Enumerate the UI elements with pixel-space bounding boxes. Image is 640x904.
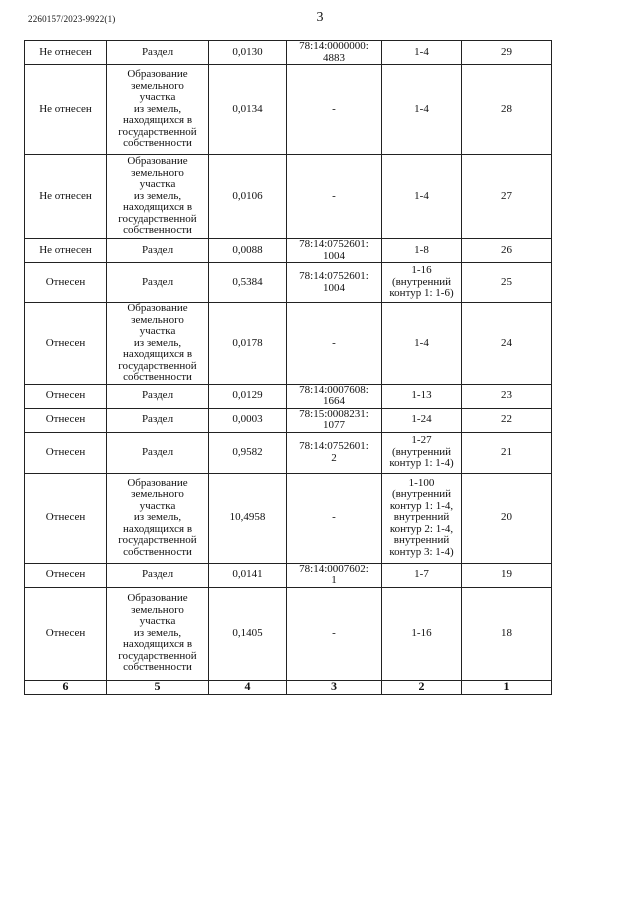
row-number-cell: 25 — [462, 263, 552, 303]
method-cell: Образование земельного участка из земель, находящихся в государственной собственности — [107, 155, 209, 239]
area-cell: 0,9582 — [209, 432, 287, 473]
column-number: 2 — [382, 680, 462, 694]
status-cell: Не отнесен — [25, 239, 107, 263]
method-cell: Образование земельного участка из земель, находящихся в государственной собственности — [107, 473, 209, 563]
column-number-row — [25, 680, 552, 694]
method-cell: Раздел — [107, 408, 209, 432]
area-cell: 0,0129 — [209, 384, 287, 408]
contour-cell: 1-4 — [382, 303, 462, 385]
parcel-table — [24, 40, 552, 695]
row-number-cell: 29 — [462, 41, 552, 65]
table-row — [25, 303, 552, 385]
status-cell: Отнесен — [25, 263, 107, 303]
method-cell: Образование земельного участка из земель, находящихся в государственной собственности — [107, 587, 209, 680]
method-cell: Раздел — [107, 239, 209, 263]
table-row — [25, 65, 552, 155]
contour-cell: 1-16 — [382, 587, 462, 680]
table-row — [25, 408, 552, 432]
method-cell: Раздел — [107, 384, 209, 408]
contour-cell: 1-4 — [382, 65, 462, 155]
method-cell: Раздел — [107, 41, 209, 65]
column-number: 1 — [462, 680, 552, 694]
contour-cell: 1-27 (внутренний контур 1: 1-4) — [382, 432, 462, 473]
cadastral-number-cell: - — [287, 65, 382, 155]
cadastral-number-cell: 78:15:0008231: 1077 — [287, 408, 382, 432]
method-cell: Раздел — [107, 263, 209, 303]
area-cell: 0,0130 — [209, 41, 287, 65]
method-cell: Раздел — [107, 432, 209, 473]
method-cell: Образование земельного участка из земель, находящихся в государственной собственности — [107, 303, 209, 385]
row-number-cell: 27 — [462, 155, 552, 239]
table-row — [25, 473, 552, 563]
status-cell: Отнесен — [25, 563, 107, 587]
contour-cell: 1-8 — [382, 239, 462, 263]
table-row — [25, 155, 552, 239]
cadastral-number-cell: 78:14:0752601: 1004 — [287, 239, 382, 263]
status-cell: Не отнесен — [25, 65, 107, 155]
row-number-cell: 22 — [462, 408, 552, 432]
table-row — [25, 432, 552, 473]
area-cell: 0,0141 — [209, 563, 287, 587]
status-cell: Отнесен — [25, 408, 107, 432]
cadastral-number-cell: 78:14:0000000: 4883 — [287, 41, 382, 65]
table-row — [25, 263, 552, 303]
table-row — [25, 563, 552, 587]
area-cell: 10,4958 — [209, 473, 287, 563]
contour-cell: 1-4 — [382, 155, 462, 239]
area-cell: 0,0178 — [209, 303, 287, 385]
cadastral-number-cell: - — [287, 303, 382, 385]
column-number: 3 — [287, 680, 382, 694]
row-number-cell: 23 — [462, 384, 552, 408]
page-number: 3 — [316, 10, 324, 25]
contour-cell: 1-7 — [382, 563, 462, 587]
table-row — [25, 587, 552, 680]
status-cell: Отнесен — [25, 587, 107, 680]
area-cell: 0,1405 — [209, 587, 287, 680]
column-number: 5 — [107, 680, 209, 694]
cadastral-number-cell: 78:14:0752601: 2 — [287, 432, 382, 473]
cadastral-number-cell: - — [287, 473, 382, 563]
contour-cell: 1-16 (внутренний контур 1: 1-6) — [382, 263, 462, 303]
document-id: 2260157/2023-9922(1) — [28, 14, 116, 24]
row-number-cell: 21 — [462, 432, 552, 473]
status-cell: Не отнесен — [25, 41, 107, 65]
area-cell: 0,0106 — [209, 155, 287, 239]
column-number: 4 — [209, 680, 287, 694]
table-row — [25, 239, 552, 263]
cadastral-number-cell: 78:14:0007608: 1664 — [287, 384, 382, 408]
area-cell: 0,0003 — [209, 408, 287, 432]
table-row — [25, 41, 552, 65]
row-number-cell: 20 — [462, 473, 552, 563]
contour-cell: 1-100 (внутренний контур 1: 1-4, внутренний контур 2: 1-4, внутренний контур 3: 1-4) — [382, 473, 462, 563]
status-cell: Не отнесен — [25, 155, 107, 239]
row-number-cell: 28 — [462, 65, 552, 155]
contour-cell: 1-24 — [382, 408, 462, 432]
column-number: 6 — [25, 680, 107, 694]
row-number-cell: 24 — [462, 303, 552, 385]
contour-cell: 1-13 — [382, 384, 462, 408]
row-number-cell: 19 — [462, 563, 552, 587]
contour-cell: 1-4 — [382, 41, 462, 65]
status-cell: Отнесен — [25, 303, 107, 385]
row-number-cell: 26 — [462, 239, 552, 263]
cadastral-number-cell: - — [287, 155, 382, 239]
area-cell: 0,0134 — [209, 65, 287, 155]
status-cell: Отнесен — [25, 384, 107, 408]
parcel-table-body — [25, 41, 552, 695]
area-cell: 0,0088 — [209, 239, 287, 263]
cadastral-number-cell: 78:14:0752601: 1004 — [287, 263, 382, 303]
table-row — [25, 384, 552, 408]
row-number-cell: 18 — [462, 587, 552, 680]
method-cell: Раздел — [107, 563, 209, 587]
cadastral-number-cell: - — [287, 587, 382, 680]
cadastral-number-cell: 78:14:0007602: 1 — [287, 563, 382, 587]
status-cell: Отнесен — [25, 432, 107, 473]
area-cell: 0,5384 — [209, 263, 287, 303]
method-cell: Образование земельного участка из земель, находящихся в государственной собственности — [107, 65, 209, 155]
status-cell: Отнесен — [25, 473, 107, 563]
